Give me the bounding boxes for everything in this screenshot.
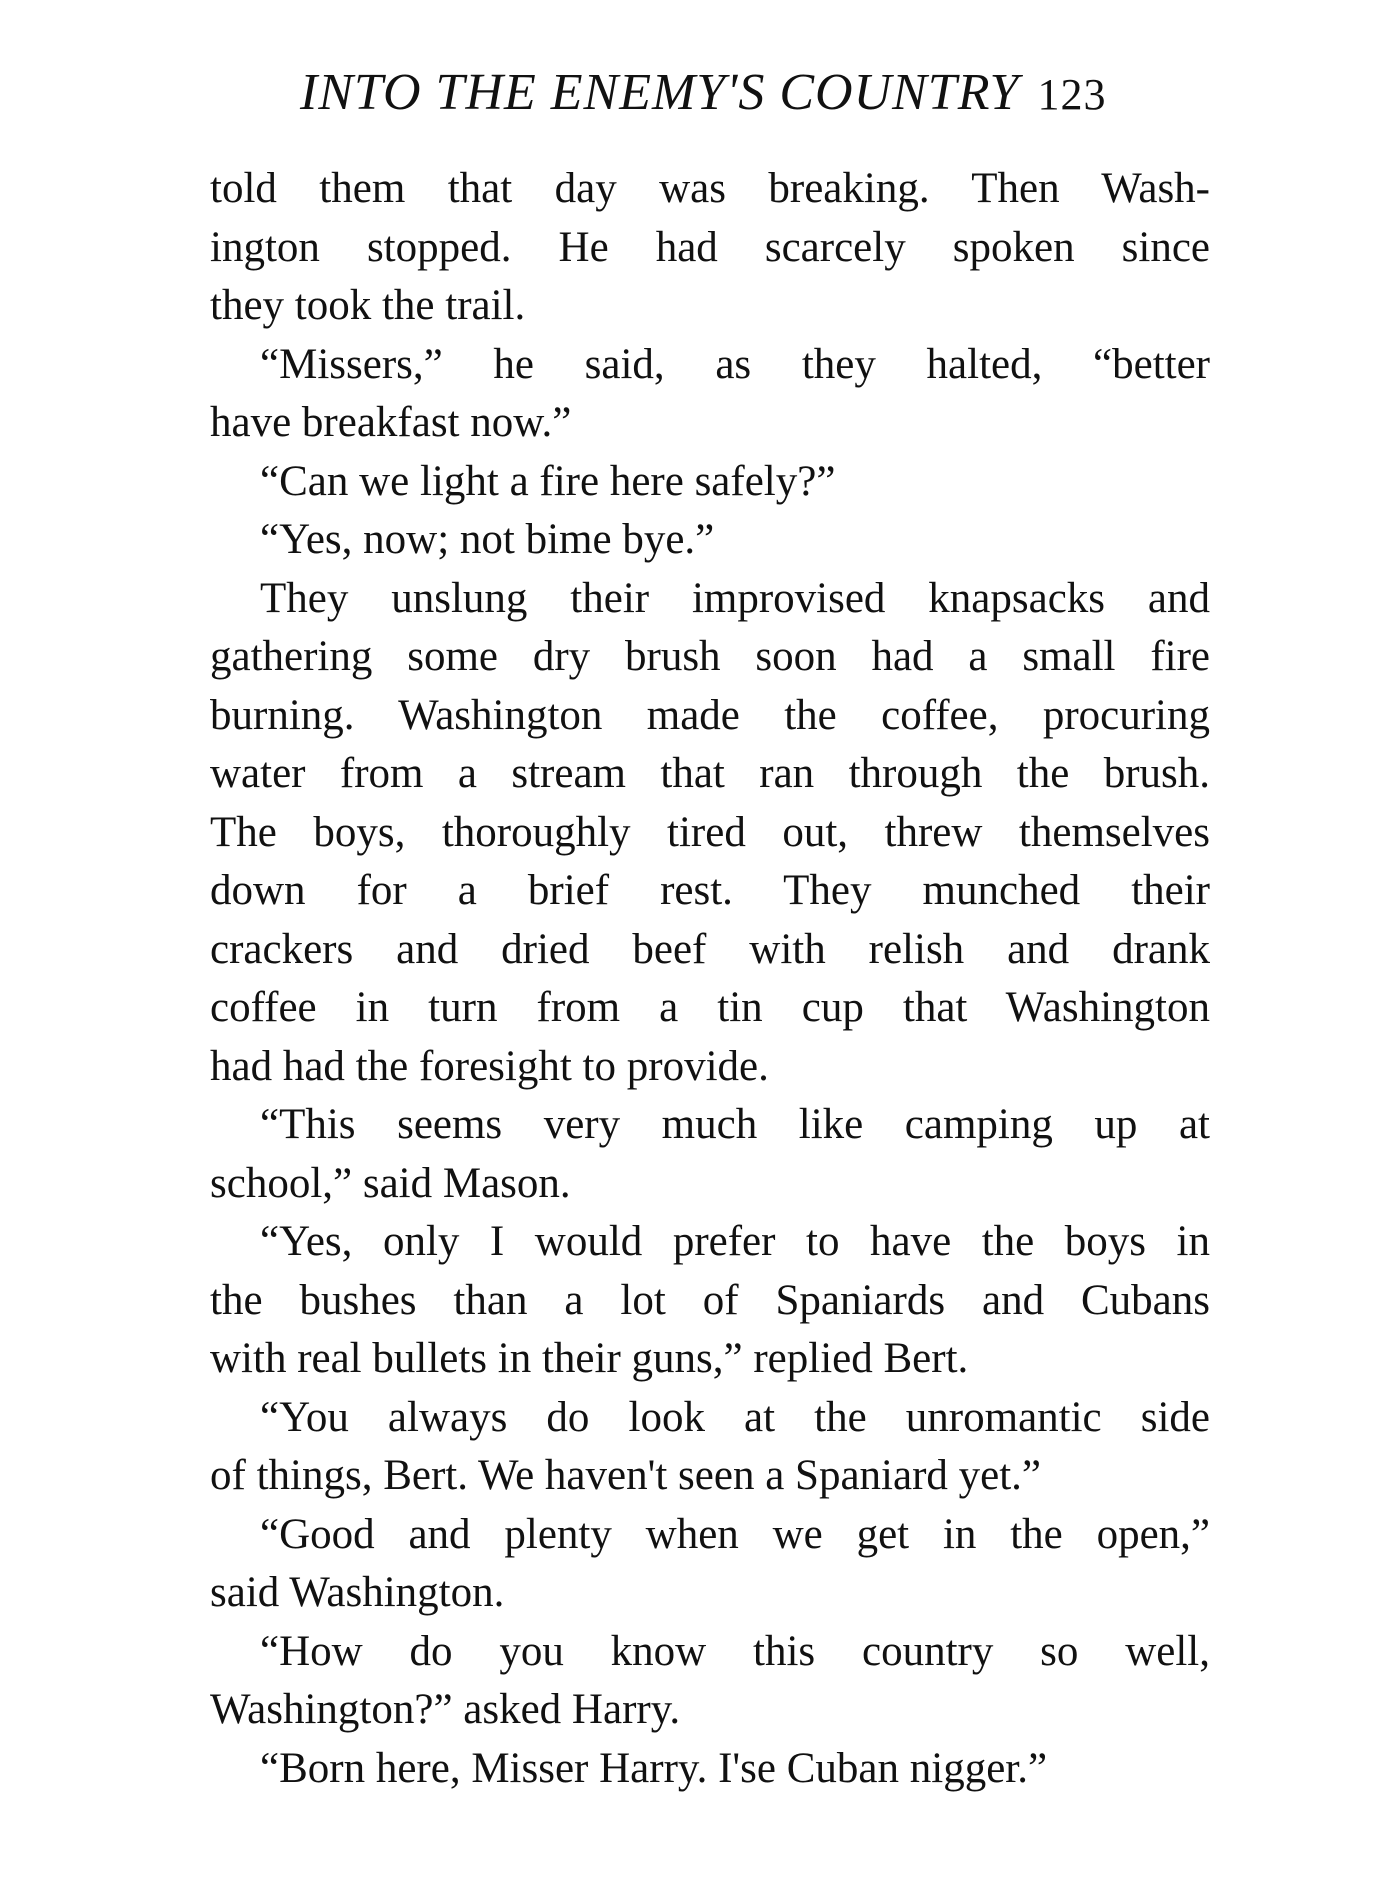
text-line-17: “This seems very much like camping up at bbox=[260, 1101, 1210, 1148]
page-number: 123 bbox=[1037, 70, 1107, 119]
text-line-11: water from a stream that ran through the brush. bbox=[210, 750, 1210, 797]
text-line-21: with real bullets in their guns,” replied Bert. bbox=[210, 1335, 969, 1382]
text-line-22: “You always do look at the unromantic side bbox=[260, 1393, 1210, 1441]
text-line-12: The boys, thoroughly tired out, threw themselves bbox=[210, 808, 1210, 856]
text-line-7: “Yes, now; not bime bye.” bbox=[260, 516, 715, 563]
text-line-13: down for a brief rest. They munched their bbox=[210, 867, 1210, 914]
text-line-28: “Born here, Misser Harry. I'se Cuban nigger.” bbox=[260, 1744, 1048, 1792]
text-line-9: gathering some dry brush soon had a small fire bbox=[210, 633, 1210, 680]
text-line-14: crackers and dried beef with relish and drank bbox=[210, 925, 1210, 973]
text-line-4: “Missers,” he said, as they halted, “better bbox=[260, 340, 1210, 388]
text-line-5: have breakfast now.” bbox=[210, 399, 572, 446]
text-line-19: “Yes, only I would prefer to have the boys in bbox=[260, 1218, 1210, 1265]
text-line-6: “Can we light a fire here safely?” bbox=[260, 457, 836, 505]
text-line-8: They unslung their improvised knapsacks and bbox=[260, 574, 1210, 622]
text-line-24: “Good and plenty when we get in the open,” bbox=[260, 1510, 1210, 1558]
text-line-25: said Washington. bbox=[210, 1569, 505, 1616]
text-line-1: told them that day was breaking. Then Wash- bbox=[210, 165, 1210, 212]
text-line-16: had had the foresight to provide. bbox=[210, 1042, 769, 1090]
running-title: INTO THE ENEMY'S COUNTRY bbox=[300, 64, 1020, 121]
text-line-15: coffee in turn from a tin cup that Washington bbox=[210, 984, 1210, 1031]
text-line-18: school,” said Mason. bbox=[210, 1159, 571, 1207]
body-text bbox=[210, 160, 1210, 1798]
text-line-27: Washington?” asked Harry. bbox=[210, 1686, 681, 1733]
text-line-10: burning. Washington made the coffee, procuring bbox=[210, 691, 1210, 739]
text-line-23: of things, Bert. We haven't seen a Spaniard yet.” bbox=[210, 1452, 1042, 1499]
text-line-26: “How do you know this country so well, bbox=[260, 1627, 1210, 1675]
running-head bbox=[300, 58, 1220, 128]
text-line-3: they took the trail. bbox=[210, 282, 526, 329]
text-line-20: the bushes than a lot of Spaniards and Cubans bbox=[210, 1276, 1210, 1324]
text-line-2: ington stopped. He had scarcely spoken since bbox=[210, 223, 1210, 271]
